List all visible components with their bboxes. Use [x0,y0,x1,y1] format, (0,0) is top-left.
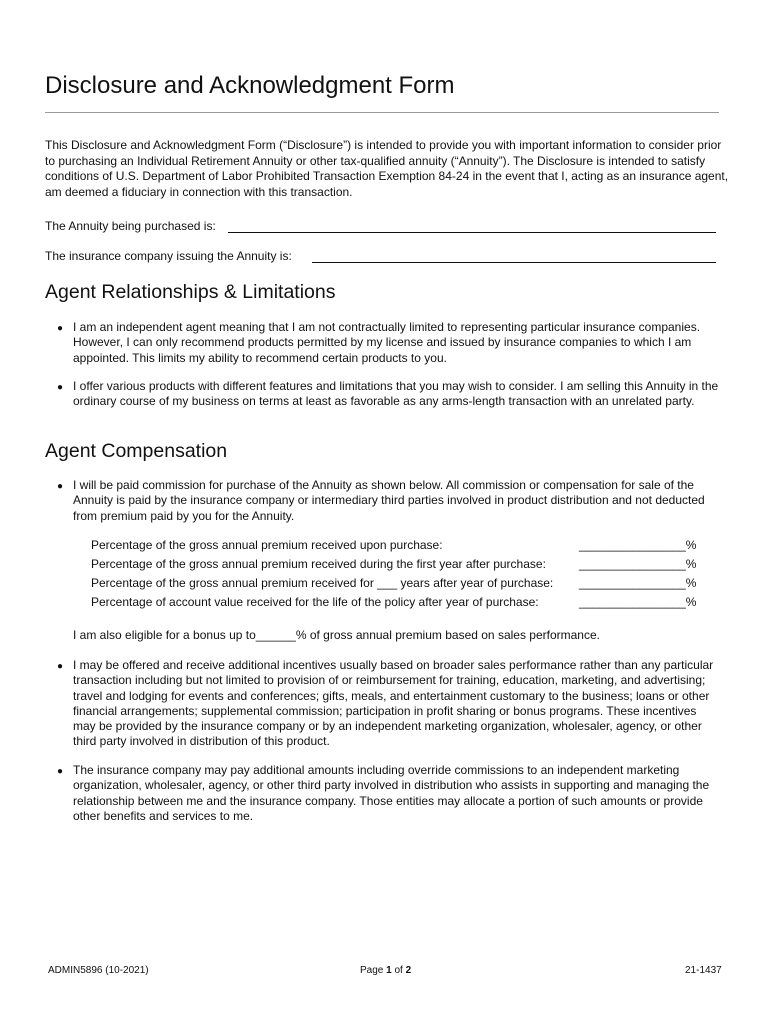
pct-row-label: Percentage of the gross annual premium received upon purchase: [91,538,443,552]
section-heading-relationships: Agent Relationships & Limitations [45,281,336,303]
company-field-line[interactable] [312,262,716,263]
bullet-icon: ● [57,766,64,777]
annuity-field-label: The Annuity being purchased is: [45,219,216,233]
section-heading-compensation: Agent Compensation [45,440,228,462]
compensation-bullet-3: The insurance company may pay additional amounts including override commissions to an independent marketing organization, wholesaler, agency, or other third party involved in distribution who assists in supporting and managing the relationship between me and the insurance company. Those entities may allocate a portion of such amounts or provide other benefits and services to me. [73,763,710,823]
bonus-line [73,628,600,643]
title-divider [45,112,719,113]
intro-paragraph: This Disclosure and Acknowledgment Form (“Disclosure”) is intended to provide you with important information to consider prior to purchasing an Individual Retirement Annuity or other tax-qualified annuity (“Annuity”). The Disclosure is intended to satisfy conditions of U.S. Department of Labor Prohibited Transaction Exemption 84-24 in the event that I, acting as an insurance agent, am deemed a fiduciary in connection with this transaction. [45,138,729,199]
page-current: 1 [386,965,392,976]
annuity-field-line[interactable] [228,232,716,233]
pct-blank-field[interactable]: ________________% [579,595,697,609]
page-total: 2 [405,965,412,976]
pct-row-label: Percentage of the gross annual premium received for ___ years after year of purchase: [91,576,554,590]
form-code: 21-1437 [685,965,722,976]
bullet-icon: ● [57,323,64,334]
bonus-blank-field[interactable]: ______ [255,628,296,642]
bullet-icon: ● [57,382,64,393]
page-title: Disclosure and Acknowledgment Form [45,72,455,99]
form-id: ADMIN5896 (10-2021) [48,965,149,976]
relationships-bullet-2: I offer various products with different features and limitations that you may wish to consider. I am selling this Annuity in the ordinary course of my business on terms at least as favorable as any arms-length transaction with an unrelated party. [73,379,719,409]
page-prefix: Page [360,965,387,976]
bonus-text-pre: I am also eligible for a bonus up to [73,628,256,642]
bonus-text-post: % of gross annual premium based on sales performance. [295,628,600,642]
page-number [360,965,411,977]
pct-row-label: Percentage of the gross annual premium received during the first year after purchase: [91,557,546,571]
relationships-bullet-1: I am an independent agent meaning that I am not contractually limited to representing particular insurance companies. However, I can only recommend products permitted by my license and issued by insurance companies to which I am appointed. This limits my ability to recommend certain products to you. [73,320,701,365]
pct-blank-field[interactable]: ________________% [579,576,697,590]
compensation-bullet-1: I will be paid commission for purchase of the Annuity as shown below. All commission or compensation for sale of the Annuity is paid by the insurance company or intermediary third parties involved in product distribution and not deducted from premium paid by you for the Annuity. [73,478,705,523]
bullet-icon: ● [57,481,64,492]
pct-blank-field[interactable]: ________________% [579,538,697,552]
bullet-icon: ● [57,661,64,672]
compensation-bullet-2: I may be offered and receive additional incentives usually based on broader sales performance rather than any particular transaction including but not limited to provision of or reimbursement for training, education, marketing, and advertising; travel and lodging for events and conferences; gifts, meals, and entertainment customary to the business; loans or other financial arrangements; supplemental commission; participation in profit sharing or bonus programs. These incentives may be provided by the insurance company or by an independent marketing organization, wholesaler, agency, or other third party involved in distribution of this product. [73,658,714,749]
pct-row-label: Percentage of account value received for the life of the policy after year of purchase: [91,595,539,609]
pct-blank-field[interactable]: ________________% [579,557,697,571]
page-of: of [391,965,406,976]
company-field-label: The insurance company issuing the Annuity is: [45,249,292,263]
